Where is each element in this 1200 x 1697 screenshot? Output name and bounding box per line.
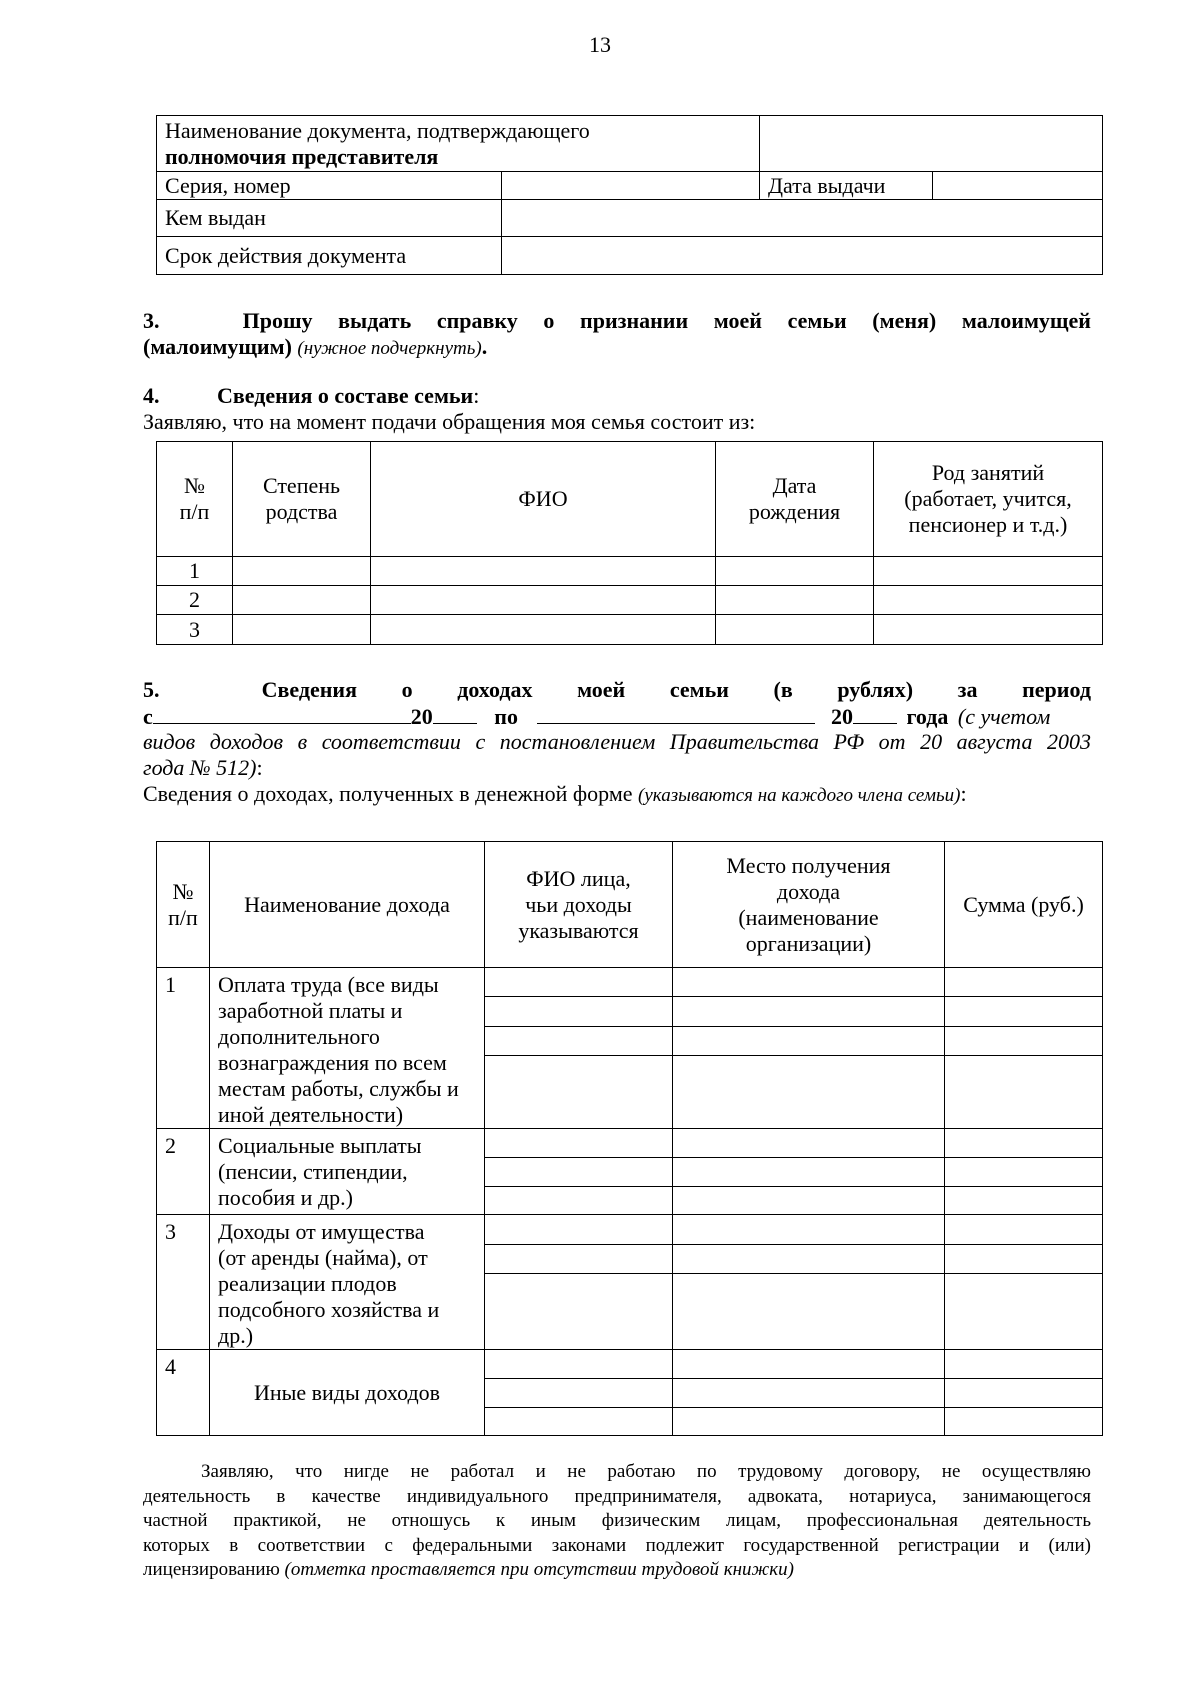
section-5-italic-end: года № 512):	[143, 755, 263, 780]
place-field[interactable]	[673, 968, 945, 997]
fio-field[interactable]	[485, 1379, 673, 1408]
place-field[interactable]	[673, 997, 945, 1026]
period-end-field[interactable]	[537, 703, 815, 724]
header-person-fio: ФИО лица, чьи доходы указываются	[485, 842, 673, 968]
header-number: № п/п	[157, 442, 233, 557]
header-sum: Сумма (руб.)	[945, 842, 1103, 968]
fio-field[interactable]	[485, 1215, 673, 1245]
fio-field[interactable]	[485, 1350, 673, 1379]
section-4-heading: 4. Сведения о составе семьи:	[143, 383, 480, 408]
place-field[interactable]	[673, 1215, 945, 1245]
row-number: 1	[157, 557, 233, 586]
family-table	[156, 441, 1103, 645]
income-name-wages: Оплата труда (все виды заработной платы и дополнительного вознаграждения по всем местам работы, службы и иной деятельности)	[210, 968, 485, 1129]
series-field[interactable]	[502, 172, 760, 200]
fio-field[interactable]	[485, 1187, 673, 1215]
fio-field[interactable]	[485, 997, 673, 1026]
sum-field[interactable]	[945, 1187, 1103, 1215]
table-row	[157, 968, 1103, 997]
row-number: 1	[157, 968, 210, 1129]
series-label: Серия, номер	[157, 172, 502, 200]
issued-by-label: Кем выдан	[157, 200, 502, 237]
declaration-paragraph: Заявляю, что нигде не работал и не работаю по трудовому договору, не осуществляю деятельность в качестве индивидуального предпринимателя, адвоката, нотариуса, занимающегося частной практикой, не отношусь к иным физическим лицам, профессиональная деятельность которых в соответствии с федеральными законами подлежит государственной регистрации и (или) лицензированию (отметка проставляется при отсутствии трудовой книжки)	[143, 1461, 1091, 1580]
issued-by-field[interactable]	[502, 200, 1103, 237]
header-income-place: Место получения дохода (наименование организации)	[673, 842, 945, 968]
header-fio: ФИО	[371, 442, 716, 557]
rep-doc-name-field[interactable]	[760, 116, 1103, 172]
row-number: 3	[157, 1215, 210, 1350]
fio-field[interactable]	[485, 1274, 673, 1350]
occupation-field[interactable]	[874, 586, 1103, 615]
income-table	[156, 841, 1103, 1436]
money-income-text: Сведения о доходах, полученных в денежной форме (указываются на каждого члена семьи):	[143, 781, 967, 806]
place-field[interactable]	[673, 1408, 945, 1436]
issue-date-field[interactable]	[933, 172, 1103, 200]
relation-field[interactable]	[233, 557, 371, 586]
income-name-other: Иные виды доходов	[210, 1350, 485, 1436]
table-row	[157, 557, 1103, 586]
fio-field[interactable]	[371, 557, 716, 586]
sum-field[interactable]	[945, 1274, 1103, 1350]
table-row	[157, 1215, 1103, 1245]
table-row	[157, 615, 1103, 645]
header-birth-date: Дата рождения	[716, 442, 874, 557]
fio-field[interactable]	[485, 1026, 673, 1055]
table-row	[157, 586, 1103, 615]
table-row	[157, 1129, 1103, 1158]
occupation-field[interactable]	[874, 615, 1103, 645]
rep-doc-name-label: Наименование документа, подтверждающего полномочия представителя	[157, 116, 760, 172]
place-field[interactable]	[673, 1158, 945, 1187]
birth-date-field[interactable]	[716, 615, 874, 645]
relation-field[interactable]	[233, 586, 371, 615]
fio-field[interactable]	[371, 615, 716, 645]
issue-date-label: Дата выдачи	[760, 172, 933, 200]
place-field[interactable]	[673, 1056, 945, 1129]
place-field[interactable]	[673, 1187, 945, 1215]
income-name-social: Социальные выплаты (пенсии, стипендии, пособия и др.)	[210, 1129, 485, 1215]
birth-date-field[interactable]	[716, 557, 874, 586]
place-field[interactable]	[673, 1379, 945, 1408]
row-number: 3	[157, 615, 233, 645]
row-number: 2	[157, 586, 233, 615]
fio-field[interactable]	[485, 1056, 673, 1129]
fio-field[interactable]	[485, 1129, 673, 1158]
income-name-property: Доходы от имущества (от аренды (найма), от реализации плодов подсобного хозяйства и др.)	[210, 1215, 485, 1350]
header-number: № п/п	[157, 842, 210, 968]
fio-field[interactable]	[485, 1158, 673, 1187]
place-field[interactable]	[673, 1026, 945, 1055]
section-3-line-2: (малоимущим) (нужное подчеркнуть).	[143, 334, 488, 359]
sum-field[interactable]	[945, 1056, 1103, 1129]
place-field[interactable]	[673, 1274, 945, 1350]
fio-field[interactable]	[485, 968, 673, 997]
period-start-year-field[interactable]	[433, 703, 477, 724]
section-5-line-1: 5. Сведения о доходах моей семьи (в рублях) за период	[143, 677, 1091, 702]
row-number: 4	[157, 1350, 210, 1436]
section-4-text: Заявляю, что на момент подачи обращения моя семья состоит из:	[143, 409, 756, 434]
fio-field[interactable]	[371, 586, 716, 615]
occupation-field[interactable]	[874, 557, 1103, 586]
header-relation: Степень родства	[233, 442, 371, 557]
sum-field[interactable]	[945, 1215, 1103, 1245]
fio-field[interactable]	[485, 1244, 673, 1274]
section-5-italic-line: видов доходов в соответствии с постановлением Правительства РФ от 20 августа 2003	[143, 729, 1091, 754]
place-field[interactable]	[673, 1129, 945, 1158]
page-number: 13	[589, 32, 611, 57]
place-field[interactable]	[673, 1350, 945, 1379]
header-occupation: Род занятий (работает, учится, пенсионер и т.д.)	[874, 442, 1103, 557]
period-start-field[interactable]	[153, 703, 411, 724]
header-income-name: Наименование дохода	[210, 842, 485, 968]
sum-field[interactable]	[945, 1158, 1103, 1187]
representative-document-table	[156, 115, 1103, 275]
validity-label: Срок действия документа	[157, 237, 502, 275]
sum-field[interactable]	[945, 1026, 1103, 1055]
validity-field[interactable]	[502, 237, 1103, 275]
sum-field[interactable]	[945, 997, 1103, 1026]
relation-field[interactable]	[233, 615, 371, 645]
sum-field[interactable]	[945, 1129, 1103, 1158]
table-row	[157, 1350, 1103, 1379]
sum-field[interactable]	[945, 1244, 1103, 1274]
birth-date-field[interactable]	[716, 586, 874, 615]
row-number: 2	[157, 1129, 210, 1215]
section-5-period-line: с 20 по 20 года (с учетом	[143, 704, 1051, 729]
sum-field[interactable]	[945, 1408, 1103, 1436]
sum-field[interactable]	[945, 968, 1103, 997]
place-field[interactable]	[673, 1244, 945, 1274]
sum-field[interactable]	[945, 1350, 1103, 1379]
period-end-year-field[interactable]	[853, 703, 897, 724]
fio-field[interactable]	[485, 1408, 673, 1436]
sum-field[interactable]	[945, 1379, 1103, 1408]
section-3-line-1: 3. Прошу выдать справку о признании моей семьи (меня) малоимущей	[143, 308, 1091, 333]
